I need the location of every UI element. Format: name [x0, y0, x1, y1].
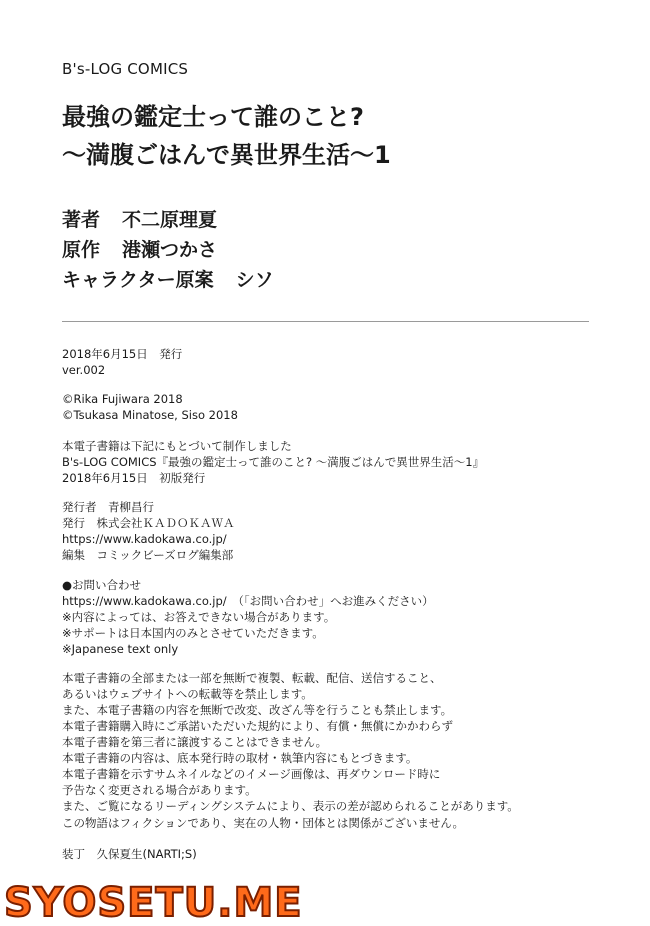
- legal-line: また、ご覧になるリーディングシステムにより、表示の差が認められることがあります。: [62, 799, 519, 813]
- credit-row-original-work: [62, 235, 274, 265]
- credit-role: 原作: [62, 239, 101, 261]
- copyright-line: ©Rika Fujiwara 2018: [62, 392, 183, 406]
- inquiry-note: ※内容によっては、お答えできない場合があります。: [62, 610, 336, 624]
- fiction-note: この物語はフィクションであり、実在の人物・団体とは関係がございません。: [62, 816, 465, 830]
- source-line: B's-LOG COMICS『最強の鑑定士って誰のこと? 〜満腹ごはんで異世界生活〜1』: [62, 455, 485, 469]
- legal-line: 本電子書籍の全部または一部を無断で複製、転載、配信、送信すること、: [62, 671, 442, 685]
- credit-name: 港瀬つかさ: [122, 239, 218, 261]
- publication-date: 2018年6月15日 発行: [62, 347, 183, 361]
- legal-line: 本電子書籍を第三者に譲渡することはできません。: [62, 735, 328, 749]
- site-watermark: SYOSETU.ME: [4, 880, 303, 926]
- credit-role: キャラクター原案: [62, 269, 214, 291]
- publication-info: [62, 346, 182, 378]
- publisher-line: 発行者 青柳昌行: [62, 500, 154, 514]
- legal-line: あるいはウェブサイトへの転載等を禁止します。: [62, 687, 313, 701]
- credits: [62, 205, 274, 295]
- inquiry-note: ※サポートは日本国内のみとさせていただきます。: [62, 626, 324, 640]
- legal-line: 本電子書籍の内容は、底本発行時の取材・執筆内容にもとづきます。: [62, 751, 418, 765]
- inquiry-note: ※Japanese text only: [62, 642, 179, 656]
- legal-line: 本電子書籍を示すサムネイルなどのイメージ画像は、再ダウンロード時に: [62, 767, 441, 781]
- publisher-line: 発行 株式会社ＫＡＤＯＫＡＷＡ: [62, 516, 235, 530]
- credit-row-author: [62, 205, 274, 235]
- copyright-line: ©Tsukasa Minatose, Siso 2018: [62, 408, 238, 422]
- inquiry-url: https://www.kadokawa.co.jp/ （「お問い合わせ」へお進みください）: [62, 594, 434, 608]
- credit-name: シソ: [235, 269, 274, 291]
- source-line: 本電子書籍は下記にもとづいて制作しました: [62, 439, 292, 453]
- credit-row-character-design: [62, 265, 274, 295]
- source-edition-block: [62, 438, 484, 486]
- legal-notice-block: [62, 670, 519, 814]
- title-line-1: 最強の鑑定士って誰のこと?: [62, 103, 364, 131]
- credit-name: 不二原理夏: [122, 209, 218, 231]
- section-divider: [62, 321, 589, 322]
- imprint-label: B's-LOG COMICS: [62, 60, 189, 78]
- inquiry-block: [62, 577, 434, 657]
- inquiry-heading: ●お問い合わせ: [62, 578, 142, 592]
- title-line-2: 〜満腹ごはんで異世界生活〜1: [62, 141, 391, 169]
- design-credit: 装丁 久保夏生(NARTI;S): [62, 847, 197, 861]
- copyright-block: [62, 391, 238, 423]
- source-line: 2018年6月15日 初版発行: [62, 471, 206, 485]
- book-title: [62, 98, 391, 174]
- legal-line: 本電子書籍購入時にご承諾いただいた規約により、有償・無償にかかわらず: [62, 719, 453, 733]
- legal-line: 予告なく変更される場合があります。: [62, 783, 257, 797]
- version-label: ver.002: [62, 363, 106, 377]
- publisher-url: https://www.kadokawa.co.jp/: [62, 532, 227, 546]
- publisher-block: [62, 499, 235, 563]
- legal-line: また、本電子書籍の内容を無断で改変、改ざん等を行うことも禁止します。: [62, 703, 453, 717]
- credit-role: 著者: [62, 209, 101, 231]
- publisher-line: 編集 コミックビーズログ編集部: [62, 548, 234, 562]
